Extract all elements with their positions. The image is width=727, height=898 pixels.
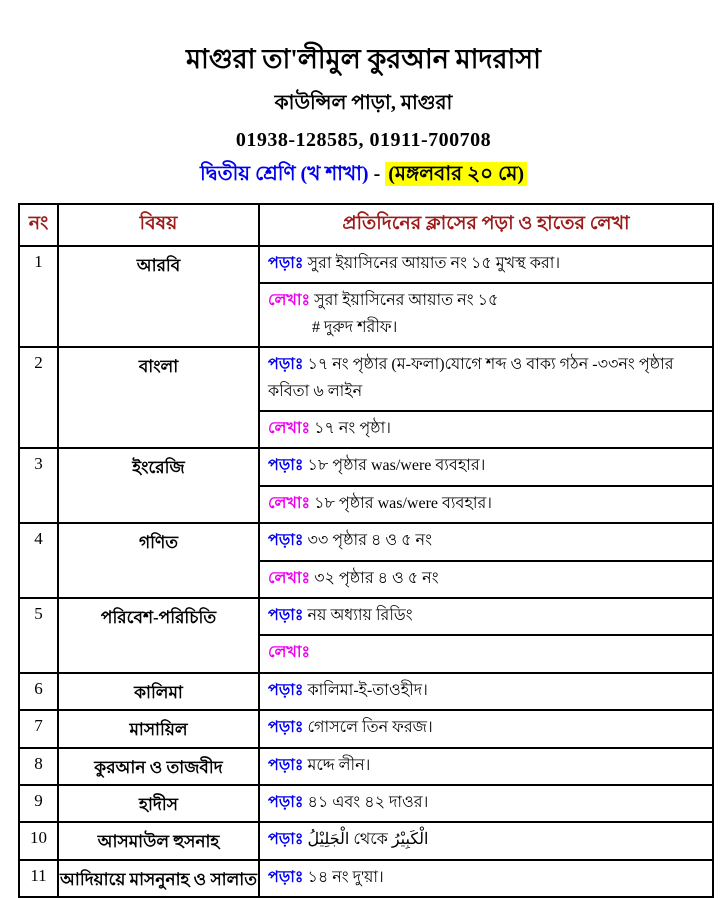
school-title: মাগুরা তা'লীমুল কুরআন মাদরাসা xyxy=(186,44,541,74)
row-number-cell: 10 xyxy=(19,822,58,859)
class-and-date-line xyxy=(0,159,727,192)
table-row xyxy=(19,347,713,411)
lekha-cell: লেখাঃ ৩২ পৃষ্ঠার ৪ ও ৫ নং xyxy=(259,561,713,598)
pora-label: পড়াঃ xyxy=(268,255,304,273)
column-header-subject: বিষয় xyxy=(58,204,259,246)
pora-cell: পড়াঃ ৩৩ পৃষ্ঠার ৪ ও ৫ নং xyxy=(259,523,713,560)
school-address: কাউন্সিল পাড়া, মাগুরা xyxy=(274,92,453,115)
pora-label: পড়াঃ xyxy=(268,457,304,475)
row-number-cell: 11 xyxy=(19,860,58,897)
subject-cell: হাদীস xyxy=(58,785,259,822)
column-header-number: নং xyxy=(19,204,58,246)
class-name: দ্বিতীয় শ্রেণি (খ শাখা) xyxy=(199,163,369,186)
subject-cell: পরিবেশ-পরিচিতি xyxy=(58,598,259,673)
subject-cell: আসমাউল হুসনাহ xyxy=(58,822,259,859)
subject-cell: কুরআন ও তাজবীদ xyxy=(58,748,259,785)
table-row xyxy=(19,598,713,635)
lekha-cell: লেখাঃ ১৮ পৃষ্ঠার was/were ব্যবহার। xyxy=(259,486,713,523)
page-header xyxy=(0,0,727,192)
row-number-cell: 7 xyxy=(19,710,58,747)
row-number-cell: 4 xyxy=(19,523,58,598)
table-header-row xyxy=(19,204,713,246)
subject-cell: বাংলা xyxy=(58,347,259,448)
table-row xyxy=(19,246,713,283)
subject-cell: ইংরেজি xyxy=(58,448,259,523)
row-number-cell: 5 xyxy=(19,598,58,673)
pora-label: পড়াঃ xyxy=(268,606,304,624)
pora-cell: পড়াঃ ১৮ পৃষ্ঠার was/were ব্যবহার। xyxy=(259,448,713,485)
pora-label: পড়াঃ xyxy=(268,532,304,550)
row-number-cell: 6 xyxy=(19,673,58,710)
table-row xyxy=(19,448,713,485)
date-highlight: (মঙ্গলবার ২০ মে) xyxy=(385,162,527,186)
table-row xyxy=(19,673,713,710)
table-row xyxy=(19,748,713,785)
column-header-lessons: প্রতিদিনের ক্লাসের পড়া ও হাতের লেখা xyxy=(259,204,713,246)
lekha-label: লেখাঃ xyxy=(268,494,311,512)
table-row xyxy=(19,710,713,747)
pora-cell: পড়াঃ ১৭ নং পৃষ্ঠার (ম-ফলা)যোগে শব্দ ও বাক্য গঠন -৩৩নং পৃষ্ঠার কবিতা ৬ লাইন xyxy=(259,347,713,411)
pora-label: পড়াঃ xyxy=(268,756,304,774)
table-row xyxy=(19,523,713,560)
pora-cell: পড়াঃ الْجَلِيْلُ থেকে الْكَبِيْرُ xyxy=(259,822,713,859)
subject-cell: গণিত xyxy=(58,523,259,598)
lekha-cell: লেখাঃ সুরা ইয়াসিনের আয়াত নং ১৫ # দুরুদ শরীফ। xyxy=(259,283,713,347)
row-number-cell: 1 xyxy=(19,246,58,347)
table-row xyxy=(19,860,713,897)
table-row xyxy=(19,822,713,859)
pora-cell: পড়াঃ মদ্দে লীন। xyxy=(259,748,713,785)
subject-cell: কালিমা xyxy=(58,673,259,710)
subject-cell: আদিয়ায়ে মাসনুনাহ ও সালাত xyxy=(58,860,259,897)
pora-cell: পড়াঃ সুরা ইয়াসিনের আয়াত নং ১৫ মুখস্থ করা। xyxy=(259,246,713,283)
row-number-cell: 2 xyxy=(19,347,58,448)
subject-cell: আরবি xyxy=(58,246,259,347)
row-number-cell: 3 xyxy=(19,448,58,523)
pora-label: পড়াঃ xyxy=(268,793,304,811)
pora-cell: পড়াঃ নয় অধ্যায় রিডিং xyxy=(259,598,713,635)
lekha-label: লেখাঃ xyxy=(268,569,311,587)
row-number-cell: 8 xyxy=(19,748,58,785)
lekha-label: লেখাঃ xyxy=(268,292,311,310)
pora-label: পড়াঃ xyxy=(268,868,304,886)
lesson-table-body xyxy=(19,246,713,897)
subject-cell: মাসায়িল xyxy=(58,710,259,747)
lekha-second-line: # দুরুদ শরীফ। xyxy=(312,318,398,336)
pora-label: পড়াঃ xyxy=(268,681,304,699)
row-number-cell: 9 xyxy=(19,785,58,822)
lekha-cell: লেখাঃ ১৭ নং পৃষ্ঠা। xyxy=(259,411,713,448)
class-date-separator: - xyxy=(368,163,386,186)
pora-cell: পড়াঃ কালিমা-ই-তাওহীদ। xyxy=(259,673,713,710)
pora-cell: পড়াঃ গোসলে তিন ফরজ। xyxy=(259,710,713,747)
pora-label: পড়াঃ xyxy=(268,719,304,737)
lekha-label: লেখাঃ xyxy=(268,420,311,437)
lekha-cell xyxy=(259,635,713,672)
phone-numbers: 01938-128585, 01911-700708 xyxy=(235,129,492,152)
pora-cell: পড়াঃ ১৪ নং দু'য়া। xyxy=(259,860,713,897)
pora-label: পড়াঃ xyxy=(268,356,304,374)
lekha-label: লেখাঃ xyxy=(268,644,311,662)
table-row xyxy=(19,785,713,822)
pora-label: পড়াঃ xyxy=(268,831,304,849)
daily-lesson-table xyxy=(18,203,714,898)
pora-cell: পড়াঃ ৪১ এবং ৪২ দাওর। xyxy=(259,785,713,822)
